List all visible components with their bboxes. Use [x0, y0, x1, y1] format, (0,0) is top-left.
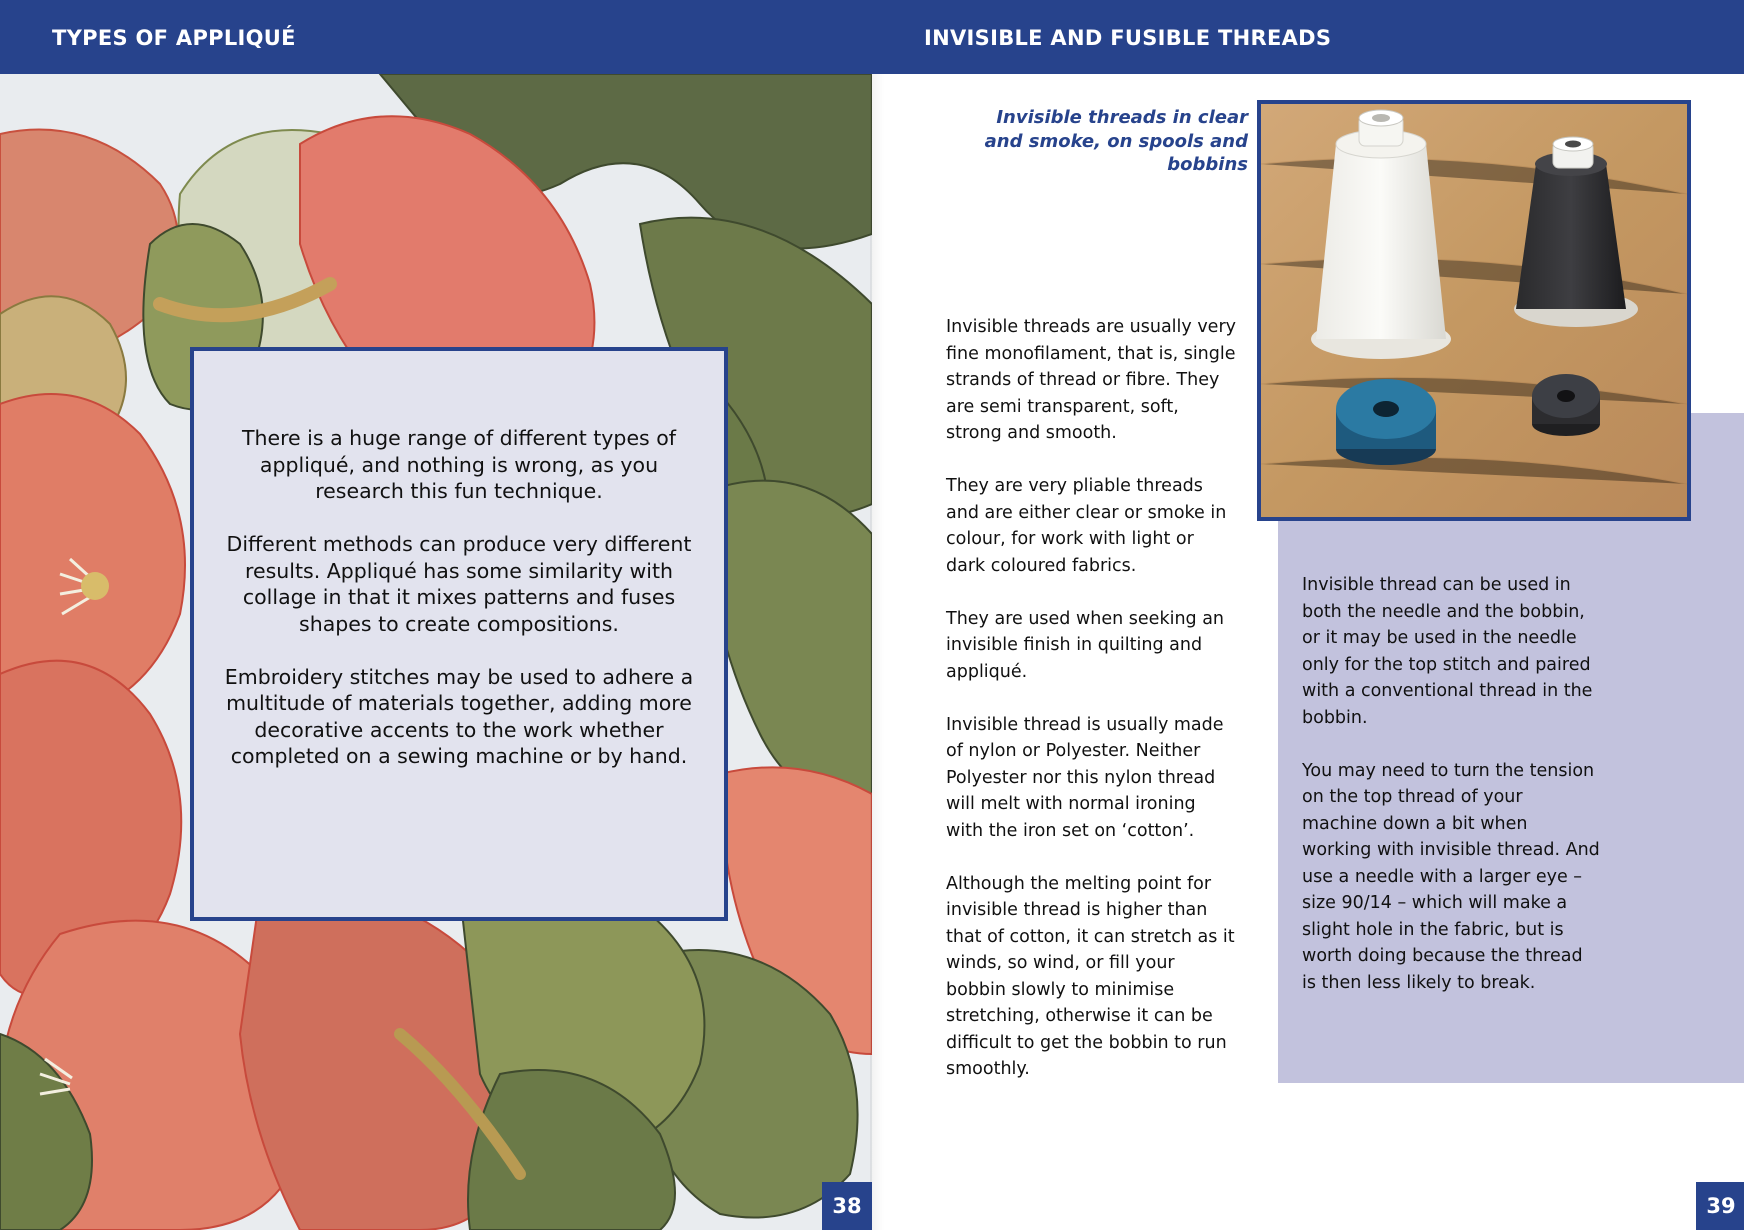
photo-caption: Invisible threads in clear and smoke, on spools and bobbins — [984, 107, 1248, 175]
right-page-title: INVISIBLE AND FUSIBLE THREADS — [924, 26, 1332, 50]
body-paragraph: Invisible threads are usually very fine monofilament, that is, single strands of thread or fibre. They are semi transparent, soft, strong and smooth. — [946, 317, 1236, 443]
intro-text-box — [190, 347, 728, 921]
panel-text-column — [1302, 572, 1602, 1023]
intro-paragraph: Different methods can produce very different results. Appliqué has some similarity with collage in that it mixes patterns and fuses shapes to create compositions. — [226, 532, 692, 636]
left-page-title: TYPES OF APPLIQUÉ — [52, 26, 296, 50]
intro-paragraph: There is a huge range of different types of appliqué, and nothing is wrong, as you research this fun technique. — [241, 426, 677, 503]
page-number-right: 39 — [1696, 1182, 1744, 1230]
intro-text — [214, 425, 704, 796]
page-number-left: 38 — [822, 1182, 872, 1230]
panel-paragraph: You may need to turn the tension on the top thread of your machine down a bit when working with invisible thread. And use a needle with a larger eye – size 90/14 – which will make a slight hole in the fabric, but is worth doing because the thread is then less likely to break. — [1302, 760, 1600, 993]
intro-paragraph: Embroidery stitches may be used to adhere a multitude of materials together, adding more decorative accents to the work whether completed on a sewing machine or by hand. — [224, 664, 694, 768]
body-paragraph: Although the melting point for invisible thread is higher than that of cotton, it can stretch as it winds, so wind, or fill your bobbin slowly to minimise stretching, otherwise it can be difficult to get the bobbin to run smoothly. — [946, 873, 1235, 1079]
body-paragraph: Invisible thread is usually made of nylon or Polyester. Neither Polyester nor this nylon thread will melt with normal ironing with the iron set on ‘cotton’. — [946, 714, 1224, 841]
body-text-column — [946, 314, 1236, 1109]
body-paragraph: They are used when seeking an invisible finish in quilting and appliqué. — [946, 608, 1225, 682]
panel-paragraph: Invisible thread can be used in both the needle and the bobbin, or it may be used in the needle only for the top stitch and paired with a conventional thread in the bobbin. — [1302, 575, 1593, 728]
body-paragraph: They are very pliable threads and are either clear or smoke in colour, for work with light or dark coloured fabrics. — [946, 476, 1227, 576]
thread-spools-photo — [1257, 100, 1691, 521]
book-spine-shadow — [870, 74, 884, 1230]
